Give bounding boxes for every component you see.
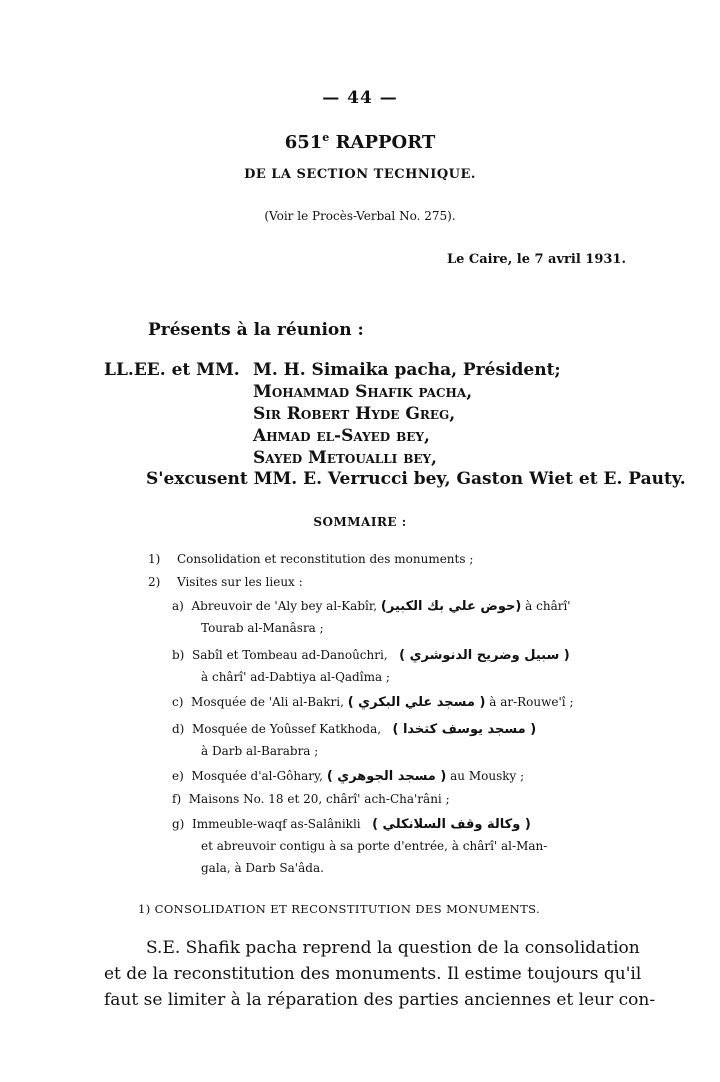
- visit-continuation: à Darb al-Barabra ;: [201, 744, 319, 758]
- visit-letter: e): [172, 769, 184, 783]
- summary-point-text: Visites sur les lieux :: [177, 575, 303, 589]
- visit-text: Immeuble-waqf as-Salânikli: [192, 817, 361, 831]
- summary-heading: SOMMAIRE :: [313, 515, 407, 529]
- section-heading: 1) CONSOLIDATION ET RECONSTITUTION DES MONUMENTS.: [138, 902, 541, 916]
- visit-text: Mosquée de Yoûssef Katkhoda,: [192, 722, 382, 736]
- arabic-name: ( سبيل وضريح الدنوشري ): [399, 648, 570, 663]
- visit-continuation: Tourab al-Manâsra ;: [201, 621, 324, 635]
- attendance-heading: Présents à la réunion :: [148, 320, 364, 340]
- visit-text: Maisons No. 18 et 20, chârî' ach-Cha'râni ;: [188, 792, 450, 806]
- attendance-prefix: LL.EE. et MM.: [104, 360, 240, 380]
- arabic-name: ( مسجد الجوهري ): [326, 769, 447, 784]
- report-word: RAPPORT: [335, 132, 436, 153]
- paragraph-line: et de la reconstitution des monuments. Il estime toujours qu'il: [104, 964, 642, 984]
- visit-continuation: gala, à Darb Sa'âda.: [201, 861, 324, 875]
- excused-line: S'excusent MM. E. Verrucci bey, Gaston Wiet et E. Pauty.: [146, 469, 686, 489]
- report-title: [0, 131, 720, 153]
- visit-text-after: à ar-Rouwe'î ;: [489, 695, 574, 709]
- visit-letter: g): [172, 817, 185, 831]
- member-line: Sayed Metoualli bey,: [253, 448, 437, 468]
- visit-letter: f): [172, 792, 182, 806]
- paragraph-line: faut se limiter à la réparation des parties anciennes et leur con-: [104, 990, 656, 1010]
- visit-text: Sabîl et Tombeau ad-Danoûchri,: [192, 648, 388, 662]
- member-line: Sir Robert Hyde Greg,: [253, 404, 456, 424]
- summary-point-number: 2): [148, 575, 161, 589]
- visit-continuation: à chârî' ad-Dabtiya al-Qadîma ;: [201, 670, 390, 684]
- member-line: Mohammad Shafik pacha,: [253, 382, 473, 402]
- visit-continuation: et abreuvoir contigu à sa porte d'entrée, à chârî' al-Man-: [201, 839, 548, 853]
- arabic-name: ( مسجد علي البكري ): [347, 695, 486, 710]
- visit-letter: d): [172, 722, 185, 736]
- report-number-suffix: e: [322, 131, 330, 144]
- arabic-name: (حوض علي بك الكبير): [380, 599, 522, 614]
- visit-item-b: [172, 648, 570, 663]
- visit-item-d: [172, 722, 536, 737]
- visit-text-after: au Mousky ;: [450, 769, 525, 783]
- visit-item-e: [172, 769, 524, 784]
- visit-item-c: [172, 695, 574, 710]
- member-line: Ahmad el-Sayed bey,: [253, 426, 430, 446]
- visit-text: Abreuvoir de 'Aly bey al-Kabîr,: [191, 599, 378, 613]
- report-date: Le Caire, le 7 avril 1931.: [446, 252, 626, 267]
- visit-text: Mosquée de 'Ali al-Bakri,: [191, 695, 344, 709]
- proces-verbal-reference: (Voir le Procès-Verbal No. 275).: [264, 209, 456, 223]
- arabic-name: ( مسجد يوسف كتخدا ): [392, 722, 537, 737]
- visit-letter: c): [172, 695, 184, 709]
- member-line: M. H. Simaika pacha, Président;: [253, 360, 561, 380]
- visit-item-a: [172, 599, 571, 614]
- summary-point-number: 1): [148, 552, 161, 566]
- visit-item-g: [172, 817, 531, 832]
- arabic-name: ( وكالة وقف السلانكلي ): [372, 817, 531, 832]
- visit-text: Mosquée d'al-Gôhary,: [191, 769, 323, 783]
- visit-item-f: [172, 792, 450, 806]
- summary-point-text: Consolidation et reconstitution des monuments ;: [177, 552, 474, 566]
- visit-letter: a): [172, 599, 184, 613]
- report-subtitle: DE LA SECTION TECHNIQUE.: [244, 167, 476, 182]
- visit-text-after: à chârî': [525, 599, 571, 613]
- visit-letter: b): [172, 648, 185, 662]
- report-number: 651: [284, 132, 323, 153]
- paragraph-line: S.E. Shafik pacha reprend la question de la consolidation: [146, 938, 640, 958]
- page-number: — 44 —: [322, 88, 398, 108]
